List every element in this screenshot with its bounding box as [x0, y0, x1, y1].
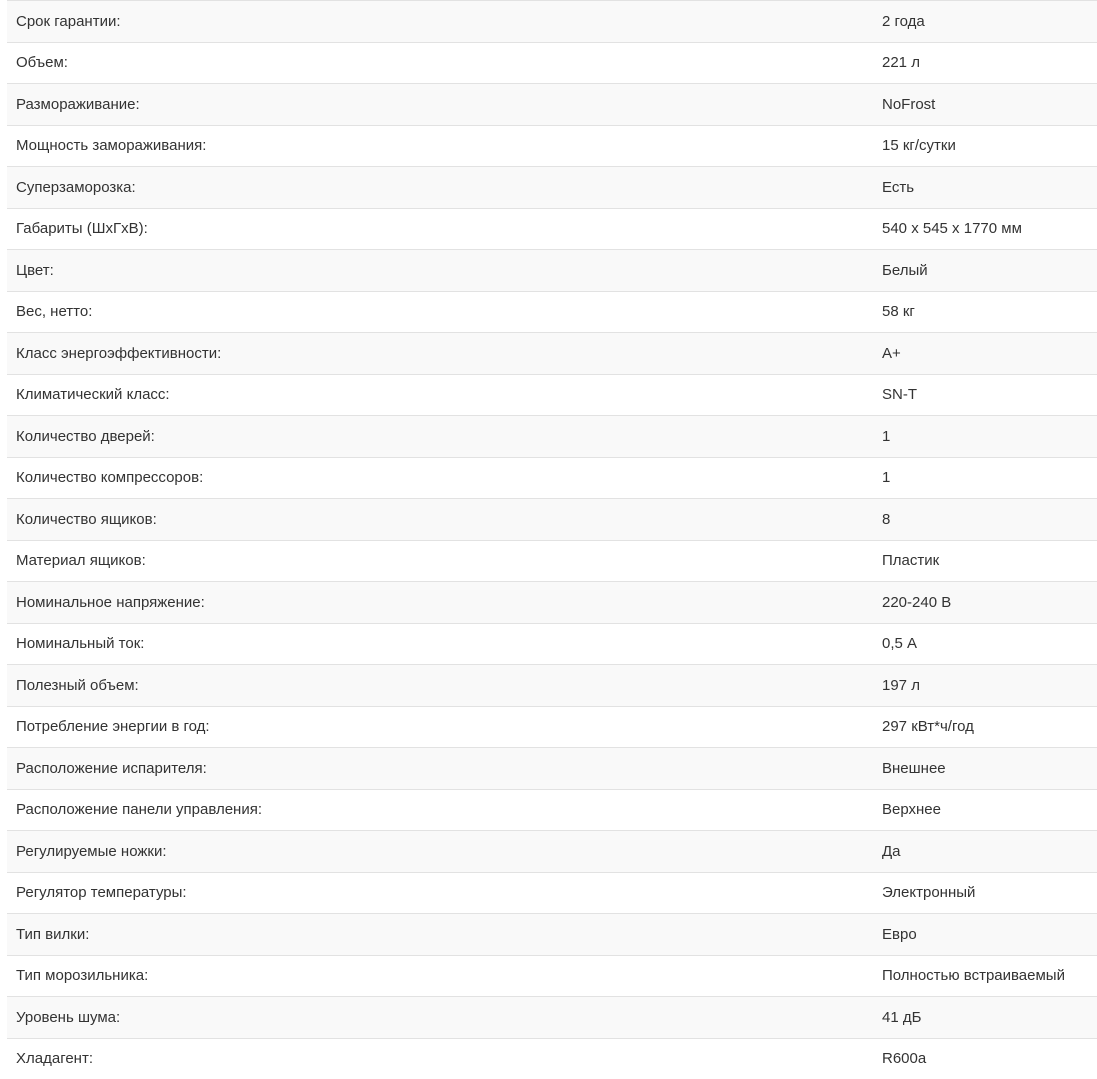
spec-name: Тип вилки:: [7, 926, 882, 943]
spec-name: Потребление энергии в год:: [7, 718, 882, 735]
spec-value: Есть: [882, 179, 1097, 196]
spec-name: Габариты (ШхГхВ):: [7, 220, 882, 237]
spec-value: A+: [882, 345, 1097, 362]
spec-row: [7, 624, 1097, 666]
spec-value: 221 л: [882, 54, 1097, 71]
spec-row: [7, 333, 1097, 375]
spec-value: 58 кг: [882, 303, 1097, 320]
spec-value: 540 х 545 х 1770 мм: [882, 220, 1097, 237]
spec-name: Уровень шума:: [7, 1009, 882, 1026]
spec-name: Срок гарантии:: [7, 13, 882, 30]
spec-row: [7, 499, 1097, 541]
spec-name: Объем:: [7, 54, 882, 71]
spec-name: Регулятор температуры:: [7, 884, 882, 901]
spec-value: 1: [882, 428, 1097, 445]
spec-row: [7, 167, 1097, 209]
spec-row: [7, 43, 1097, 85]
spec-row: [7, 375, 1097, 417]
spec-row: [7, 126, 1097, 168]
spec-name: Суперзаморозка:: [7, 179, 882, 196]
spec-row: [7, 831, 1097, 873]
spec-value: 297 кВт*ч/год: [882, 718, 1097, 735]
spec-name: Количество компрессоров:: [7, 469, 882, 486]
spec-row: [7, 0, 1097, 43]
spec-name: Класс энергоэффективности:: [7, 345, 882, 362]
spec-row: [7, 997, 1097, 1039]
spec-row: [7, 541, 1097, 583]
spec-value: Белый: [882, 262, 1097, 279]
spec-value: NoFrost: [882, 96, 1097, 113]
spec-name: Мощность замораживания:: [7, 137, 882, 154]
spec-row: [7, 458, 1097, 500]
spec-name: Расположение испарителя:: [7, 760, 882, 777]
spec-row: [7, 665, 1097, 707]
spec-row: [7, 84, 1097, 126]
spec-value: 0,5 А: [882, 635, 1097, 652]
spec-value: 1: [882, 469, 1097, 486]
spec-name: Полезный объем:: [7, 677, 882, 694]
spec-row: [7, 1039, 1097, 1079]
spec-row: [7, 707, 1097, 749]
spec-row: [7, 748, 1097, 790]
spec-row: [7, 873, 1097, 915]
spec-value: 8: [882, 511, 1097, 528]
spec-row: [7, 292, 1097, 334]
spec-value: Пластик: [882, 552, 1097, 569]
spec-value: 197 л: [882, 677, 1097, 694]
spec-row: [7, 250, 1097, 292]
spec-value: R600a: [882, 1050, 1097, 1067]
spec-name: Размораживание:: [7, 96, 882, 113]
spec-name: Тип морозильника:: [7, 967, 882, 984]
spec-name: Расположение панели управления:: [7, 801, 882, 818]
spec-row: [7, 914, 1097, 956]
spec-value: 15 кг/сутки: [882, 137, 1097, 154]
spec-name: Количество ящиков:: [7, 511, 882, 528]
spec-value: Внешнее: [882, 760, 1097, 777]
spec-row: [7, 790, 1097, 832]
spec-name: Количество дверей:: [7, 428, 882, 445]
spec-row: [7, 582, 1097, 624]
spec-name: Хладагент:: [7, 1050, 882, 1067]
spec-name: Регулируемые ножки:: [7, 843, 882, 860]
spec-value: Полностью встраиваемый: [882, 967, 1097, 984]
spec-value: Да: [882, 843, 1097, 860]
spec-name: Материал ящиков:: [7, 552, 882, 569]
spec-row: [7, 956, 1097, 998]
spec-name: Вес, нетто:: [7, 303, 882, 320]
spec-row: [7, 209, 1097, 251]
spec-value: 220-240 В: [882, 594, 1097, 611]
spec-value: Евро: [882, 926, 1097, 943]
spec-value: SN-T: [882, 386, 1097, 403]
spec-name: Номинальное напряжение:: [7, 594, 882, 611]
spec-value: 41 дБ: [882, 1009, 1097, 1026]
spec-name: Климатический класс:: [7, 386, 882, 403]
spec-name: Цвет:: [7, 262, 882, 279]
spec-name: Номинальный ток:: [7, 635, 882, 652]
spec-value: 2 года: [882, 13, 1097, 30]
specifications-table: [7, 0, 1097, 1079]
spec-value: Электронный: [882, 884, 1097, 901]
spec-value: Верхнее: [882, 801, 1097, 818]
spec-row: [7, 416, 1097, 458]
